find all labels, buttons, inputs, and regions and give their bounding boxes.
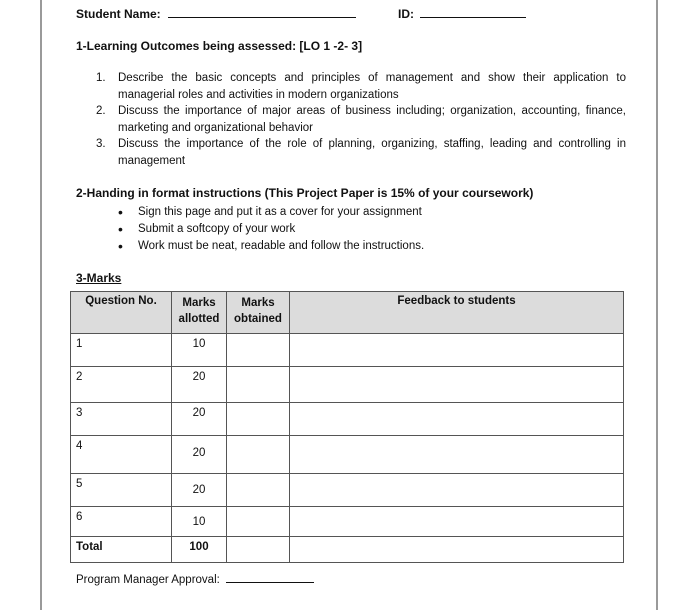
total-marks-cell [172, 537, 227, 563]
feedback-cell[interactable] [290, 474, 624, 507]
id-field [398, 7, 526, 21]
approval-label: Program Manager Approval: [76, 574, 220, 586]
page-left-edge [40, 0, 42, 610]
col-marks-allotted [172, 292, 227, 334]
list-item: • Sign this page and put it as a cover for your assignment [118, 204, 424, 221]
col-feedback: Feedback to students [290, 292, 624, 334]
question-cell: 6 [71, 507, 172, 537]
col-marks-allotted-line1: Marks [182, 297, 216, 309]
marks-allotted-cell [172, 474, 227, 507]
feedback-cell[interactable] [290, 436, 624, 474]
question-cell: 3 [71, 403, 172, 436]
item-number: 3. [96, 138, 106, 150]
handing-in-title: 2-Handing in format instructions (This Project Paper is 15% of your coursework) [76, 186, 534, 200]
total-label-cell: Total [71, 537, 172, 563]
table-row [71, 403, 624, 436]
question-cell: 4 [71, 436, 172, 474]
marks-allotted-cell [172, 436, 227, 474]
total-feedback-cell[interactable] [290, 537, 624, 563]
marks-obtained-cell[interactable] [227, 367, 290, 403]
table-row [71, 474, 624, 507]
marks-value: 20 [192, 447, 206, 459]
question-cell: 5 [71, 474, 172, 507]
student-name-label: Student Name: [76, 7, 161, 21]
marks-value: 10 [192, 338, 206, 350]
col-marks-obtained-line1: Marks [241, 297, 275, 309]
col-question-no: Question No. [71, 292, 172, 334]
feedback-cell[interactable] [290, 334, 624, 367]
student-name-field [76, 7, 356, 21]
table-row [71, 334, 624, 367]
item-number: 2. [96, 105, 106, 117]
item-text: Discuss the importance of the role of planning, organizing, staffing, leading and controlling in management [118, 138, 626, 167]
table-row [71, 507, 624, 537]
marks-table [70, 291, 624, 563]
approval-field [76, 574, 314, 586]
marks-value: 20 [192, 484, 206, 496]
item-number: 1. [96, 72, 106, 84]
marks-obtained-cell[interactable] [227, 474, 290, 507]
approval-line[interactable] [226, 582, 314, 583]
table-header-row [71, 292, 624, 334]
table-row [71, 436, 624, 474]
feedback-cell[interactable] [290, 403, 624, 436]
total-row [71, 537, 624, 563]
list-item: • Submit a softcopy of your work [118, 221, 424, 238]
table-row [71, 367, 624, 403]
item-text: Discuss the importance of major areas of business including; organization, accounting, finance, marketing and organizational behavior [118, 105, 626, 134]
marks-allotted-cell [172, 334, 227, 367]
learning-outcomes-title: 1-Learning Outcomes being assessed: [LO 1 -2- 3] [76, 39, 363, 53]
marks-allotted-cell [172, 507, 227, 537]
feedback-cell[interactable] [290, 507, 624, 537]
marks-allotted-cell [172, 403, 227, 436]
marks-allotted-cell [172, 367, 227, 403]
list-item [96, 136, 626, 169]
marks-value: 10 [192, 516, 206, 528]
col-marks-obtained [227, 292, 290, 334]
marks-obtained-cell[interactable] [227, 436, 290, 474]
list-item: • Work must be neat, readable and follow the instructions. [118, 238, 424, 255]
student-name-line[interactable] [168, 17, 356, 18]
handing-in-list [118, 204, 424, 255]
list-item [96, 70, 626, 103]
item-text: Describe the basic concepts and principles of management and show their application to managerial roles and activities in modern organizations [118, 72, 626, 101]
marks-obtained-cell[interactable] [227, 507, 290, 537]
marks-value: 20 [192, 371, 206, 383]
col-marks-allotted-line2: allotted [178, 313, 220, 325]
feedback-cell[interactable] [290, 367, 624, 403]
question-cell: 2 [71, 367, 172, 403]
marks-value: 20 [192, 407, 206, 419]
page-right-edge [656, 0, 658, 610]
col-marks-obtained-line2: obtained [234, 313, 282, 325]
question-cell: 1 [71, 334, 172, 367]
marks-title: 3-Marks [76, 271, 122, 285]
learning-outcomes-list [96, 70, 626, 169]
list-item [96, 103, 626, 136]
marks-obtained-cell[interactable] [227, 403, 290, 436]
total-marks-value: 100 [189, 541, 209, 553]
marks-obtained-cell[interactable] [227, 334, 290, 367]
id-label: ID: [398, 7, 414, 21]
total-obtained-cell[interactable] [227, 537, 290, 563]
id-line[interactable] [420, 17, 526, 18]
